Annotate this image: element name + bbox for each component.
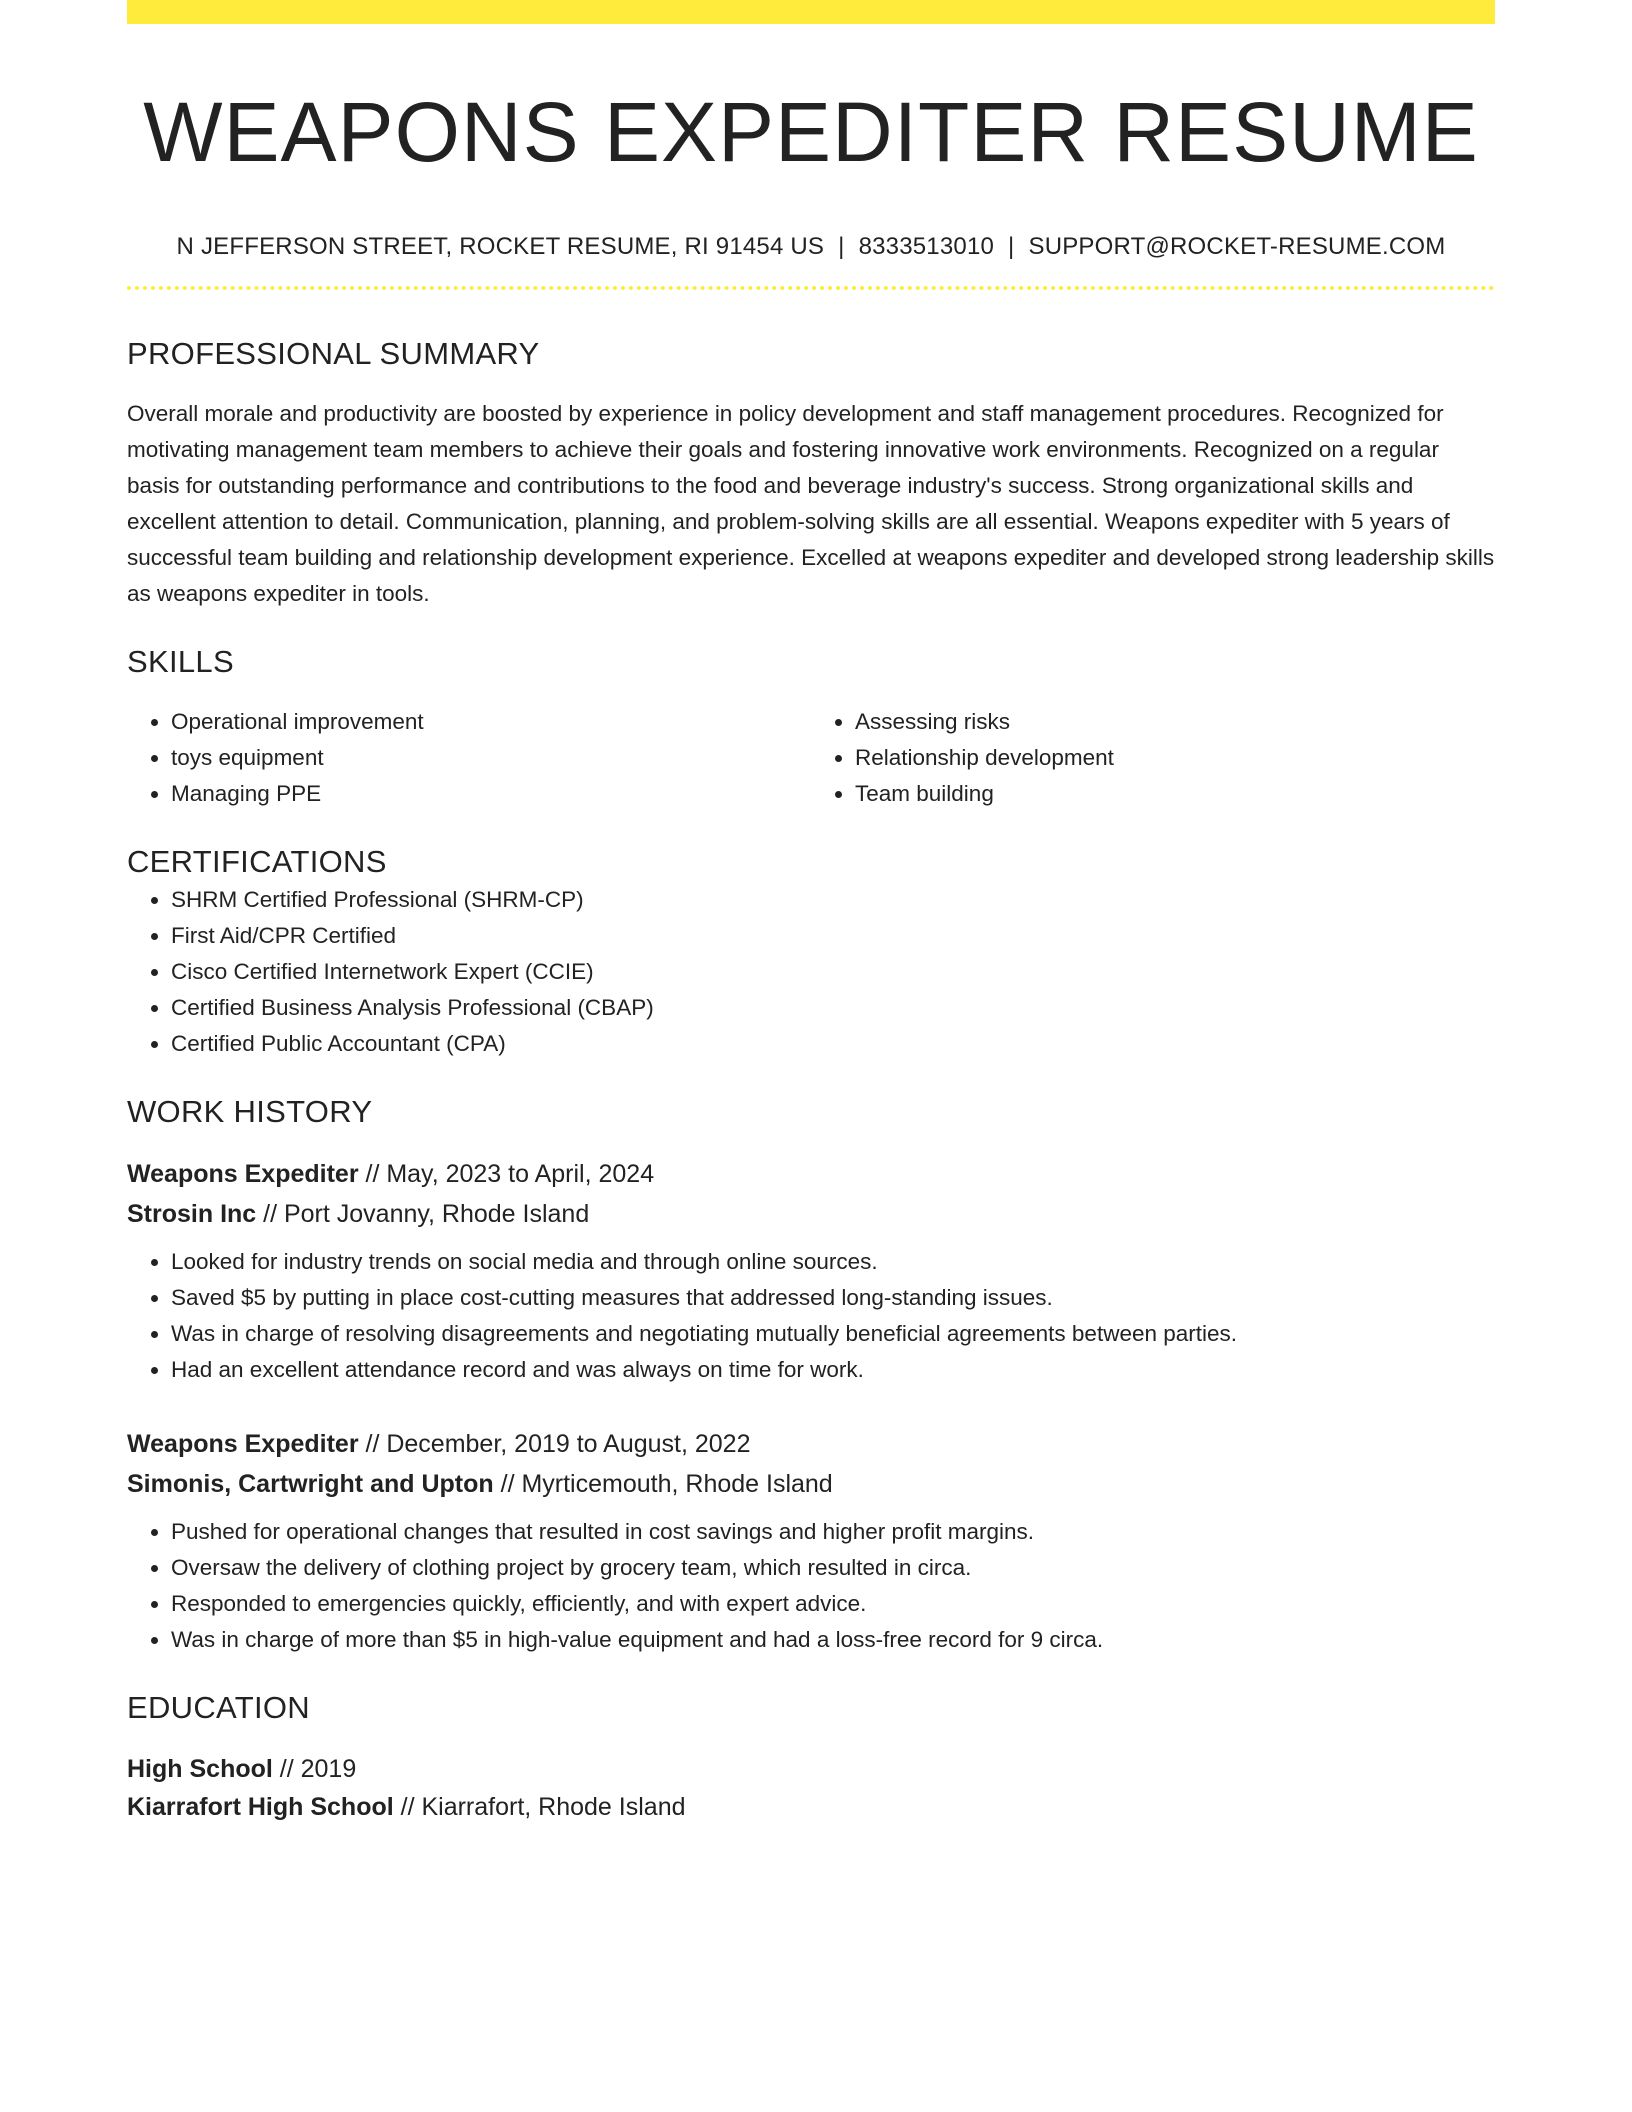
job-entry [127,1154,1495,1388]
contact-line [127,232,1495,262]
job-bullet: • Responded to emergencies quickly, efficiently, and with expert advice. [171,1586,1495,1622]
section-title-work-history: WORK HISTORY [127,1094,373,1129]
skills-grid [127,704,1495,812]
education-location: // Kiarrafort, Rhode Island [393,1793,686,1821]
phone: 8333513010 [858,233,995,260]
job-bullet: • Was in charge of resolving disagreements and negotiating mutually beneficial agreements between parties. [171,1316,1495,1352]
job-role: Weapons Expediter [127,1160,359,1188]
section-title-skills: SKILLS [127,644,234,679]
job-bullets [127,1514,1495,1658]
job-entry [127,1424,1495,1658]
section-title-education: EDUCATION [127,1690,310,1725]
job-bullet: • Pushed for operational changes that resulted in cost savings and higher profit margins. [171,1514,1495,1550]
email: SUPPORT@ROCKET-RESUME.COM [1028,233,1446,260]
job-company-line [127,1194,1495,1234]
skills-column-right [811,704,1495,812]
skill-item: • Relationship development [855,740,1495,776]
skill-item: • Assessing risks [855,704,1495,740]
certification-item: • SHRM Certified Professional (SHRM-CP) [171,882,1495,918]
summary-paragraph: Overall morale and productivity are boosted by experience in policy development and staff management procedures. Recognized for motivating management team members to achieve their goals and fostering innovative work environments. Recognized on a regular basis for outstanding performance and contributions to the food and beverage industry's success. Strong organizational skills and excellent attention to detail. Communication, planning, and problem-solving skills are all essential. Weapons expediter with 5 years of successful team building and relationship development experience. Excelled at weapons expediter and developed strong leadership skills as weapons expediter in tools. [127,401,1495,606]
job-role-line [127,1424,1495,1464]
skill-item: • Operational improvement [171,704,811,740]
job-bullet: • Saved $5 by putting in place cost-cutting measures that addressed long-standing issues. [171,1280,1495,1316]
job-role: Weapons Expediter [127,1430,359,1458]
contact-separator: | [838,233,845,260]
education-entry [127,1750,1495,1826]
certification-item: • Certified Business Analysis Professional (CBAP) [171,990,1495,1026]
skill-item: • toys equipment [171,740,811,776]
education-year: // 2019 [272,1755,357,1783]
job-location: // Myrticemouth, Rhode Island [493,1470,833,1498]
section-title-summary: PROFESSIONAL SUMMARY [127,336,540,371]
job-bullet: • Had an excellent attendance record and was always on time for work. [171,1352,1495,1388]
job-bullet: • Was in charge of more than $5 in high-value equipment and had a loss-free record for 9 circa. [171,1622,1495,1658]
job-bullet: • Oversaw the delivery of clothing project by grocery team, which resulted in circa. [171,1550,1495,1586]
job-company-line [127,1464,1495,1504]
education-degree: High School [127,1755,273,1783]
certifications-list [127,882,1495,1062]
skills-column-left [127,704,811,812]
section-title-certifications: CERTIFICATIONS [127,844,387,879]
certification-item: • Certified Public Accountant (CPA) [171,1026,1495,1062]
job-company: Simonis, Cartwright and Upton [127,1470,494,1498]
address: N JEFFERSON STREET, ROCKET RESUME, RI 91454 US [176,233,825,260]
resume-page [127,0,1495,1826]
education-degree-line [127,1750,1495,1788]
skill-item: • Managing PPE [171,776,811,812]
contact-separator: | [1008,233,1015,260]
certification-item: • First Aid/CPR Certified [171,918,1495,954]
education-school: Kiarrafort High School [127,1793,394,1821]
education-school-line [127,1788,1495,1826]
job-dates: // December, 2019 to August, 2022 [358,1430,751,1458]
accent-top-bar [127,0,1495,24]
dotted-divider [127,286,1495,290]
skill-item: • Team building [855,776,1495,812]
job-role-line [127,1154,1495,1194]
job-location: // Port Jovanny, Rhode Island [256,1200,590,1228]
job-company: Strosin Inc [127,1200,257,1228]
job-bullet: • Looked for industry trends on social media and through online sources. [171,1244,1495,1280]
resume-title: WEAPONS EXPEDITER RESUME [143,85,1479,179]
job-bullets [127,1244,1495,1388]
certification-item: • Cisco Certified Internetwork Expert (CCIE) [171,954,1495,990]
job-dates: // May, 2023 to April, 2024 [358,1160,655,1188]
